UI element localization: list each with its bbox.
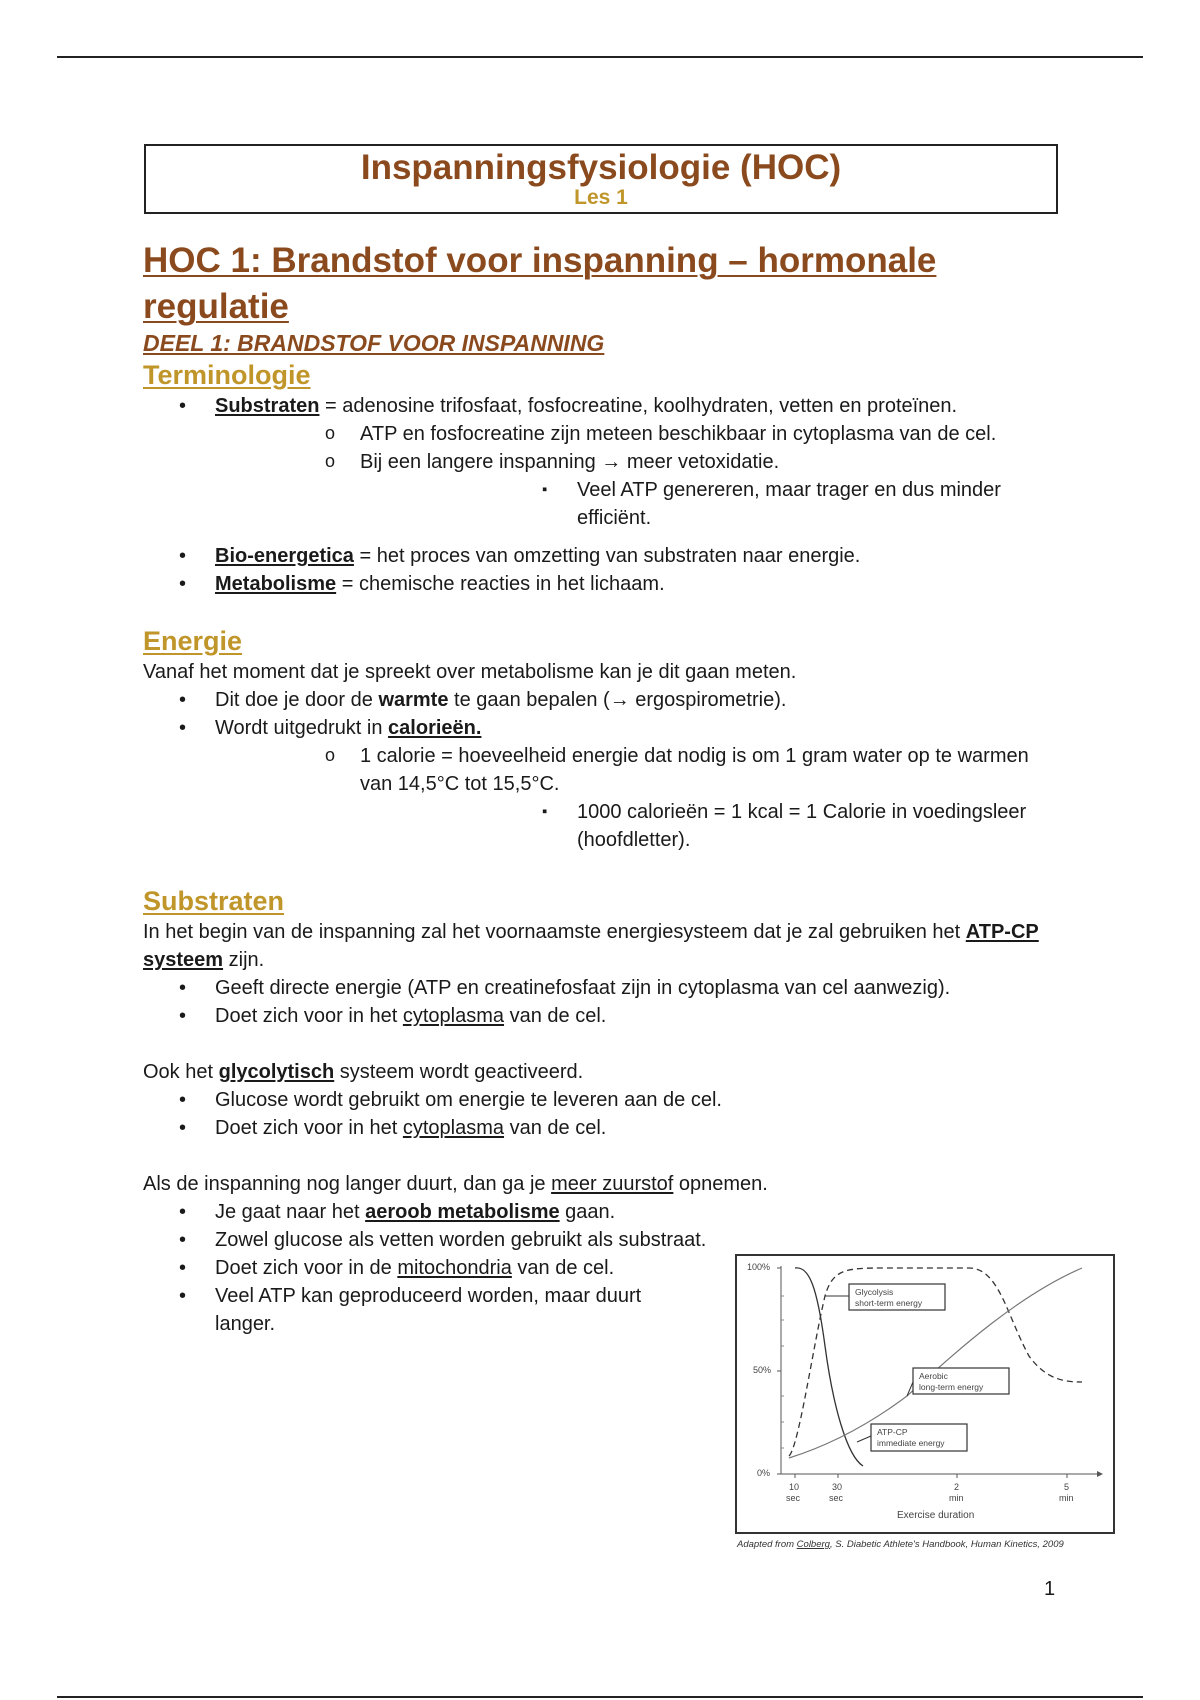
caption-text: , S. Diabetic Athlete's Handbook, Human Kinetics, 2009 xyxy=(829,1539,1064,1550)
bold-text: glycolytisch xyxy=(218,1061,335,1083)
x-label-30sec-unit: sec xyxy=(829,1493,844,1503)
page-number: 1 xyxy=(1044,1578,1056,1600)
definition-text: = chemische reacties in het lichaam. xyxy=(336,573,665,595)
list-item xyxy=(143,714,1058,854)
caption-text: Adapted from xyxy=(737,1539,797,1550)
x-label-5min: 5 xyxy=(1064,1482,1070,1492)
text: zijn. xyxy=(223,949,265,971)
text: Doet zich voor in de xyxy=(215,1257,398,1279)
list-item-text: Bij een langere inspanning → meer vetoxidatie. xyxy=(360,451,780,473)
paragraph xyxy=(143,1058,1058,1086)
bold-text: ATP-CP systeem xyxy=(143,921,1039,971)
document-subtitle: Les 1 xyxy=(574,186,628,209)
sublist xyxy=(360,476,1058,532)
x-label-10sec-unit: sec xyxy=(786,1493,801,1503)
y-label-50: 50% xyxy=(753,1365,772,1375)
atp-cp-pointer xyxy=(857,1436,871,1442)
x-label-5min-unit: min xyxy=(1059,1493,1074,1503)
paragraph xyxy=(143,918,1058,974)
list-item xyxy=(215,742,1058,854)
list-item: ▪ Veel ATP genereren, maar trager en dus minder efficiënt. xyxy=(360,476,1058,532)
text: van de cel. xyxy=(511,1257,615,1279)
x-label-30sec: 30 xyxy=(832,1482,843,1492)
substraten-list-1 xyxy=(143,974,1058,1030)
sublist xyxy=(360,798,1058,854)
substraten-list-2 xyxy=(143,1086,1058,1142)
hoc-title: HOC 1: Brandstof voor inspanning – hormonale regulatie xyxy=(143,241,937,326)
energy-systems-figure xyxy=(735,1254,1115,1550)
deel-title: DEEL 1: BRANDSTOF VOOR INSPANNING xyxy=(143,330,605,356)
list-item: • Zowel glucose als vetten worden gebruikt als substraat. xyxy=(143,1226,1058,1254)
atp-cp-label-line1: ATP-CP xyxy=(877,1427,908,1437)
list-item xyxy=(143,1114,1058,1142)
x-label-10sec: 10 xyxy=(789,1482,800,1492)
sublist xyxy=(215,420,1058,532)
list-item xyxy=(143,542,1058,570)
x-label-2min-unit: min xyxy=(949,1493,964,1503)
x-axis-title: Exercise duration xyxy=(897,1510,975,1521)
glycolysis-label-line2: short-term energy xyxy=(855,1298,923,1308)
term-bio-energetica: Bio-energetica xyxy=(215,545,354,567)
document-title: Inspanningsfysiologie (HOC) xyxy=(360,148,842,187)
bold-text: aeroob metabolisme xyxy=(365,1201,560,1223)
definition-text: = adenosine trifosfaat, fosfocreatine, koolhydraten, vetten en proteïnen. xyxy=(319,395,958,417)
text: systeem wordt geactiveerd. xyxy=(334,1061,584,1083)
paragraph: Vanaf het moment dat je spreekt over metabolisme kan je dit gaan meten. xyxy=(143,661,797,683)
text: In het begin van de inspanning zal het voornaamste energiesysteem dat je zal gebruiken het xyxy=(143,921,966,943)
bold-text: calorieën. xyxy=(388,717,482,739)
terminologie-list-2 xyxy=(143,542,1058,598)
figure-caption xyxy=(737,1539,1115,1550)
text: gaan. xyxy=(559,1201,616,1223)
list-item xyxy=(143,1198,655,1226)
text: Dit doe je door de xyxy=(215,689,379,711)
caption-author: Colberg xyxy=(796,1539,830,1550)
term-metabolisme: Metabolisme xyxy=(215,573,337,595)
energy-systems-graph xyxy=(737,1256,1113,1532)
text: Je gaat naar het xyxy=(215,1201,366,1223)
list-item xyxy=(143,1254,655,1282)
underlined-text: meer zuurstof xyxy=(551,1173,674,1195)
list-item-text: 1 calorie = hoeveelheid energie dat nodig is om 1 gram water op te warmen van 14,5°C tot 15,5°C. xyxy=(360,745,1029,795)
text: Doet zich voor in het xyxy=(215,1005,403,1027)
footer-rule xyxy=(57,1696,1143,1698)
underlined-text: cytoplasma xyxy=(402,1117,505,1139)
list-item: • Glucose wordt gebruikt om energie te leveren aan de cel. xyxy=(143,1086,1058,1114)
paragraph xyxy=(143,1170,1058,1198)
sublist xyxy=(215,742,1058,854)
list-item xyxy=(143,686,1058,714)
list-item: ▪ 1000 calorieën = 1 kcal = 1 Calorie in voedingsleer (hoofdletter). xyxy=(360,798,1058,854)
atp-cp-label-line2: immediate energy xyxy=(877,1438,945,1448)
list-item: o ATP en fosfocreatine zijn meteen beschikbaar in cytoplasma van de cel. xyxy=(215,420,1058,448)
definition-text: = het proces van omzetting van substraten naar energie. xyxy=(353,545,861,567)
x-axis-arrow xyxy=(1097,1471,1103,1477)
x-label-2min: 2 xyxy=(954,1482,960,1492)
energie-list xyxy=(143,686,1058,854)
title-box xyxy=(144,144,1058,214)
list-item xyxy=(215,448,1058,532)
section-heading-energie: Energie xyxy=(143,626,243,656)
list-item: • Veel ATP kan geproduceerd worden, maar duurt langer. xyxy=(143,1282,655,1338)
text: Doet zich voor in het xyxy=(215,1117,403,1139)
text: Ook het xyxy=(143,1061,219,1083)
text: te gaan bepalen (→ ergospirometrie). xyxy=(448,689,787,711)
text: van de cel. xyxy=(504,1117,607,1139)
glycolysis-label-line1: Glycolysis xyxy=(855,1287,894,1297)
text: opnemen. xyxy=(673,1173,768,1195)
text: van de cel. xyxy=(504,1005,607,1027)
page-content xyxy=(143,144,1058,1338)
list-item xyxy=(143,1002,1058,1030)
list-item: • Geeft directe energie (ATP en creatinefosfaat zijn in cytoplasma van cel aanwezig). xyxy=(143,974,1058,1002)
header-rule xyxy=(57,56,1143,58)
y-label-0: 0% xyxy=(757,1468,771,1478)
y-label-100: 100% xyxy=(747,1262,771,1272)
aerobic-label-line1: Aerobic xyxy=(919,1371,948,1381)
term-substraten: Substraten xyxy=(215,395,320,417)
underlined-text: cytoplasma xyxy=(402,1005,505,1027)
bold-text: warmte xyxy=(378,689,449,711)
section-heading-substraten: Substraten xyxy=(143,886,285,916)
section-heading-terminologie: Terminologie xyxy=(143,360,311,390)
text: Als de inspanning nog langer duurt, dan ga je xyxy=(143,1173,552,1195)
underlined-text: mitochondria xyxy=(397,1257,512,1279)
terminologie-list xyxy=(143,392,1058,532)
figure-frame xyxy=(735,1254,1115,1534)
aerobic-label-line2: long-term energy xyxy=(919,1382,984,1392)
text: Wordt uitgedrukt in xyxy=(215,717,389,739)
list-item xyxy=(143,570,1058,598)
list-item xyxy=(143,392,1058,532)
